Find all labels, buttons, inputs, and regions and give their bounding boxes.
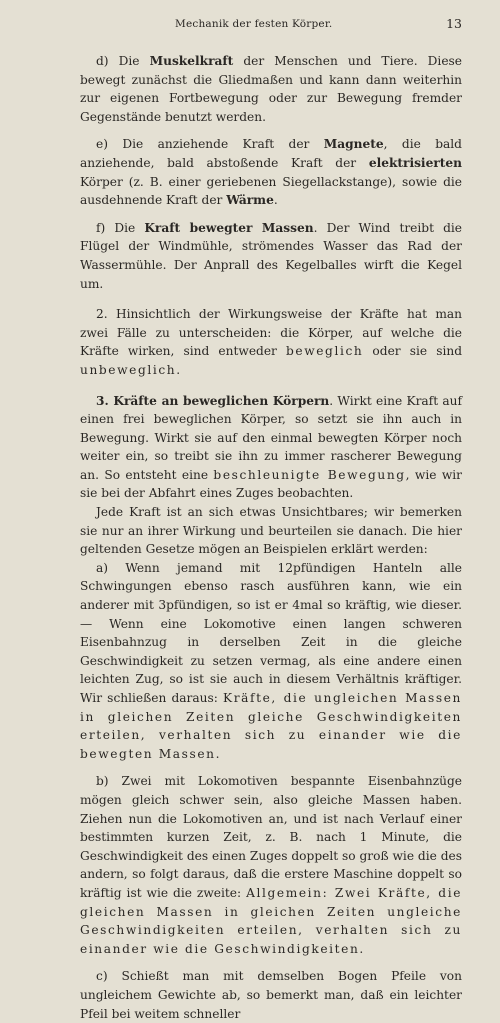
paragraph-invisible-force <box>80 503 462 559</box>
text-run: e) Die anziehende Kraft der <box>96 137 324 152</box>
bold-term: elektrisierten <box>368 155 462 170</box>
text-run: , wie wir sie bei der Abfahrt eines Zuges beobachten. <box>80 467 462 501</box>
spaced-term: beschleunigte Bewegung <box>213 467 406 482</box>
paragraph-3-movable-bodies <box>80 392 462 504</box>
spaced-law: Allgemein: Zwei Kräfte, die gleichen Massen in gleichen Zeiten ungleiche Geschwindigkeiten erteilen, verhalten sich zu einander wie die Geschwindigkeiten <box>80 885 463 956</box>
running-head <box>80 18 462 38</box>
text-run: . <box>359 941 364 956</box>
paragraph-f-moving-masses <box>80 219 462 293</box>
text-run: 2. Hinsichtlich der Wirkungsweise der Kräfte hat man zwei Fälle zu unterscheiden: die Körper, auf welche die Kräfte wirken, sind entweder <box>80 307 462 359</box>
spaced-term: beweglich <box>285 344 364 359</box>
text-run: f) Die <box>96 220 145 235</box>
text-run: , die bald anziehende, bald abstoßende Kraft der <box>80 137 462 170</box>
text-run: Jede Kraft ist an sich etwas Unsichtbares; wir bemerken sie nur an ihrer Wirkung und beurteilen sie danach. Die hier geltenden Gesetze mögen an Beispielen erklärt werden: <box>80 505 462 557</box>
text-run: der Menschen und Tiere. Diese bewegt zunächst die Gliedmaßen und kann dann weiterhin zur eigenen Fortbewegung oder zur Bewegung fremder Gegenstände benutzt werden. <box>80 54 463 124</box>
bold-term: Wärme <box>226 193 274 208</box>
text-run: . <box>215 746 220 761</box>
text-run: . <box>273 193 278 208</box>
spaced-term: unbeweglich <box>80 362 177 377</box>
text-run: oder sie sind <box>363 344 462 359</box>
running-title: Mechanik der festen Körper. <box>175 18 333 30</box>
page-number: 13 <box>446 16 462 31</box>
text-run: d) Die <box>96 54 150 68</box>
paragraph-d-muscle-force <box>80 52 462 126</box>
paragraph-2-modes-of-action <box>80 305 462 379</box>
section-heading: 3. Kräfte an beweglichen Körpern <box>96 393 330 408</box>
text-run: a) Wenn jemand mit 12pfündigen Hanteln alle Schwingungen ebenso rasch ausführen kann, wie ein anderer mit 3pfündigen, so ist er 4mal so kräftig, wie dieser. — Wenn eine Lokomotive einen langen schweren Eisenbahnzug in derselben Zeit in die gleiche Geschwindigkeit zu setzen vermag, als eine andere einen leichten Zug, so ist sie auch in diesem Verhältnis kräftiger. Wir schließen daraus: <box>80 560 462 705</box>
text-run: b) Zwei mit Lokomotiven bespannte Eisenbahnzüge mögen gleich schwer sein, also gleiche Massen haben. Ziehen nun die Lokomotiven an, und ist nach Verlauf einer bestimmten kurzen Zeit, z. B. nach 1 Minute, die Geschwindigkeit des einen Zuges doppelt so groß wie die des andern, so folgt daraus, daß die erstere Maschine doppelt so kräftig ist wie die zweite: <box>80 774 462 900</box>
bold-term: Muskelkraft <box>149 54 234 68</box>
text-run: . Wirkt eine Kraft auf einen frei beweglichen Körper, so setzt sie ihn auch in Bewegung. Wirkt sie auf den einmal bewegten Körper noch weiter ein, so treibt sie ihn zu immer rascherer Bewegung an. So entsteht eine <box>80 393 462 482</box>
paragraph-a-dumbbells <box>80 559 462 764</box>
bold-term: Magnete <box>323 137 384 152</box>
text-run: Körper (z. B. einer geriebenen Siegellackstange), sowie die ausdehnende Kraft der <box>80 174 462 208</box>
paragraph-c-arrows <box>80 967 462 1023</box>
text-run: c) Schießt man mit demselben Bogen Pfeile von ungleichem Gewichte ab, so bemerkt man, daß ein leichter Pfeil bei weitem schneller <box>80 969 462 1021</box>
paragraph-e-magnets <box>80 135 462 209</box>
text-run: . Der Wind treibt die Flügel der Windmühle, strömendes Wasser das Rad der Wassermühle. Der Anprall des Kegelballes wirft die Kegel um. <box>80 220 462 291</box>
text-run: . <box>176 362 181 377</box>
paragraph-b-locomotives <box>80 772 462 958</box>
bold-term: Kraft bewegter Massen <box>144 220 314 235</box>
spaced-law: Kräfte, die ungleichen Massen in gleichen Zeiten gleiche Geschwindigkeiten erteilen, verhalten sich zu einander wie die bewegten Massen <box>80 691 463 761</box>
